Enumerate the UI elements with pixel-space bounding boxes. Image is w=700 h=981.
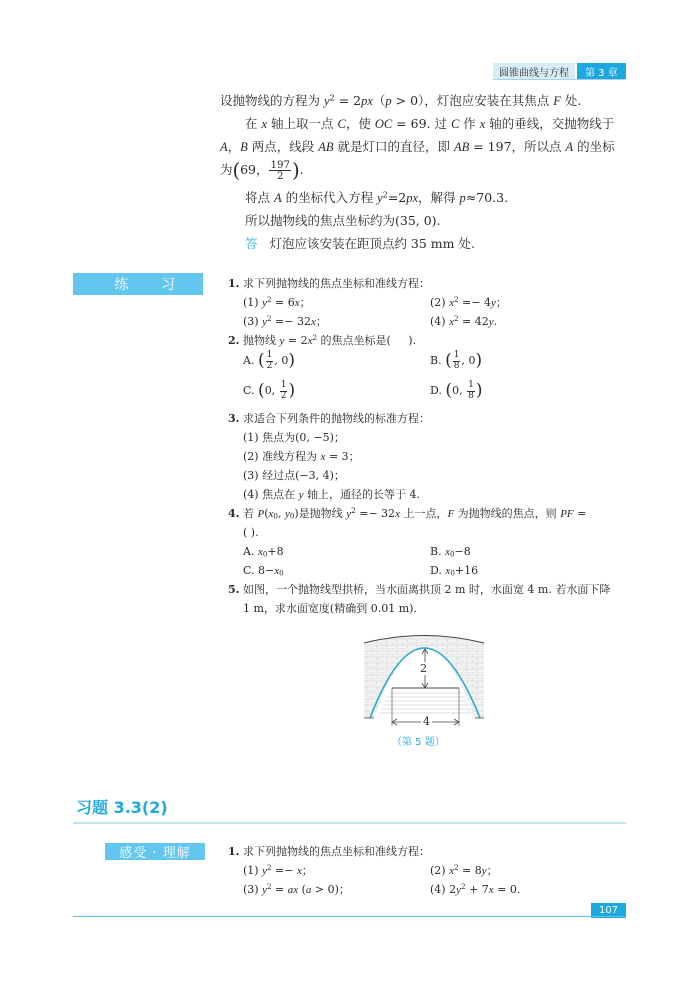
practice-q4-option-d: D. $x_0+16$ [430, 564, 479, 578]
chapter-name: 圆锥曲线与方程 [493, 63, 575, 79]
practice-q2-option-d: D. (0, $\frac{1}{8}$ ) [430, 380, 483, 401]
solution-line-4: 为(69， $\frac{197}{2}$ ). [220, 158, 304, 182]
practice-q4-option-c: C. $8-x_0$ [243, 564, 284, 578]
practice-q2-option-a: A. ( $\frac{1}{2}$ , 0) [243, 350, 295, 371]
answer-line [245, 232, 475, 255]
practice-q1-item-1: (1) $y^2 = 6x$； [243, 295, 311, 309]
solution-line-1: 设抛物线的方程为 $y^2 = 2px(p > 0)$，灯泡应安装在其焦点 F 处. [220, 92, 582, 108]
figure-height-label: 2 [420, 662, 427, 675]
exercise-q1-item-3: (3) $y^2$ = ax (a > 0)； [243, 882, 350, 896]
solution-line-3: A，B 两点，线段 AB 就是灯口的直径，即 AB = 197，所以点 A 的坐标 [220, 139, 615, 154]
solution-line-5: 将点 A 的坐标代入方程 $y^2=2px$，解得 p≈70.3. [245, 189, 509, 205]
solution-line-6: 所以抛物线的焦点坐标约为(35, 0). [245, 213, 441, 228]
exercise-q1: 1. 求下列抛物线的焦点坐标和准线方程： [228, 845, 430, 858]
practice-q3-item-3: (3) 经过点(−3, 4)； [243, 469, 345, 482]
practice-q4-option-b: B. $x_0-8$ [430, 545, 471, 559]
page-number: 107 [591, 903, 626, 918]
practice-q3-item-1: (1) 焦点为(0, −5)； [243, 431, 345, 444]
practice-q1-item-2: (2) $x^2 =- 4y$； [430, 295, 507, 309]
chapter-number-badge: 第 3 章 [577, 63, 626, 79]
figure-width-label: 4 [423, 715, 430, 728]
exercise-q1-item-2: (2) $x^2 = 8y$； [430, 863, 498, 877]
practice-q2: 2. 抛物线 $y = 2x^2$ 的焦点坐标是( ). [228, 333, 417, 347]
practice-section-tag: 练 习 [73, 273, 203, 295]
practice-q5: 5. 如图，一个抛物线型拱桥，当水面离拱顶 2 m 时，水面宽 4 m. 若水面下降 [228, 583, 611, 596]
practice-q2-option-b: B. ( $\frac{1}{8}$ , 0) [430, 350, 483, 371]
figure-caption: （第 5 题） [392, 737, 445, 748]
practice-q3: 3. 求适合下列条件的抛物线的标准方程： [228, 412, 430, 425]
practice-q5-cont: 1 m，求水面宽度(精确到 0.01 m). [243, 602, 417, 615]
solution-line-2: 在 x 轴上取一点 C，使 OC = 69. 过 C 作 x 轴的垂线，交抛物线于 [245, 116, 615, 131]
running-header [493, 63, 626, 79]
feel-understand-tag: 感受 · 理解 [105, 843, 205, 860]
practice-q3-item-4: (4) 焦点在 y 轴上，通径的长等于 4. [243, 488, 420, 501]
practice-q4: 4. 若 $P(x_0$, $y_0$)是抛物线 $y^2 =- 32x$ 上一点，F 为抛物线的焦点，则 PF = [228, 506, 587, 521]
exercise-set-title: 习题 3.3(2) [76, 798, 168, 817]
answer-text: 灯泡应该安装在距顶点约 35 mm 处. [269, 236, 475, 251]
practice-q4-option-a: A. $x_0+8$ [243, 545, 284, 559]
practice-q2-option-c: C. (0, $\frac{1}{2}$ ) [243, 380, 296, 401]
answer-label: 答 [245, 236, 258, 251]
footer-rule [73, 916, 626, 917]
practice-q3-item-2: (2) 准线方程为 x = 3； [243, 450, 360, 463]
exercise-q1-item-1: (1) $y^2 =- x$； [243, 863, 313, 877]
header-rule [493, 79, 625, 80]
practice-q1-item-4: (4) $x^2 = 42y$. [430, 314, 498, 328]
practice-q4-blank: ( ). [243, 526, 259, 539]
practice-q1-item-3: (3) $y^2 =- 32x$； [243, 314, 327, 328]
exercise-title-rule [73, 822, 626, 824]
practice-q1: 1. 求下列抛物线的焦点坐标和准线方程： [228, 277, 430, 290]
arch-bridge-figure [362, 630, 487, 730]
exercise-q1-item-4: (4) $2y^2 + 7x = 0$. [430, 882, 521, 896]
